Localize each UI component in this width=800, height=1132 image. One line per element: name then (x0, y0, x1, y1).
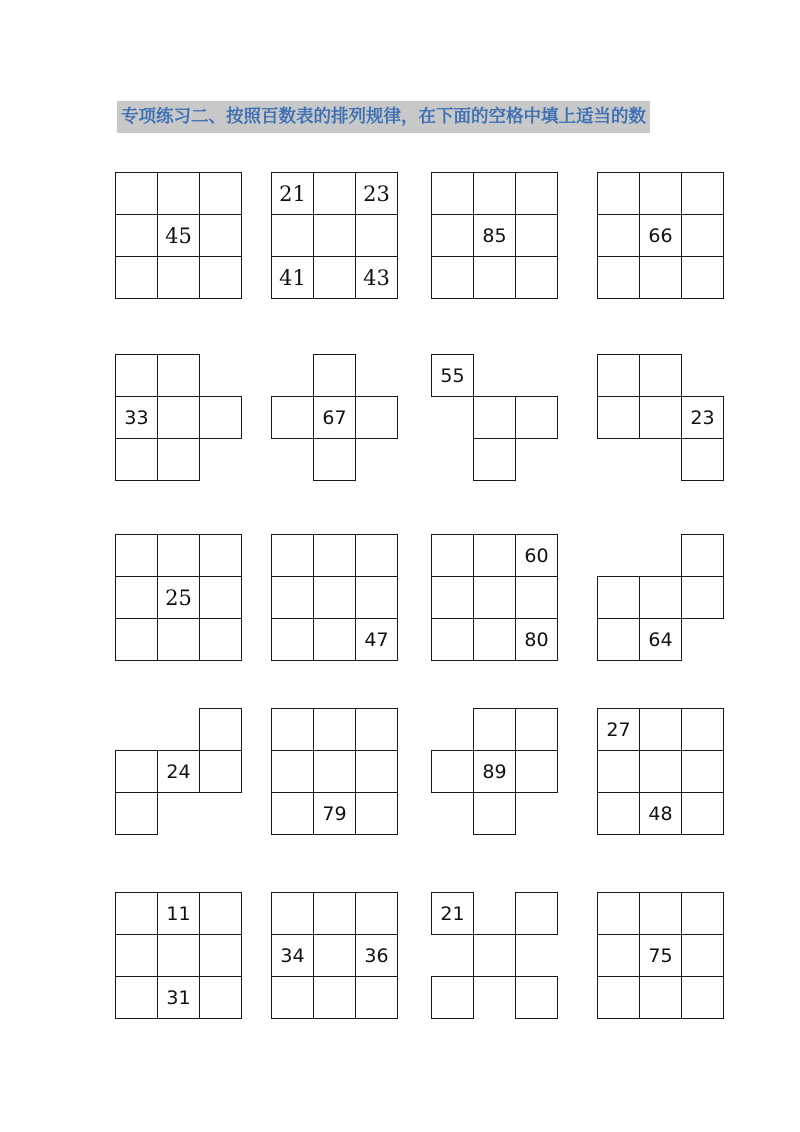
puzzle-10 (271, 534, 401, 664)
blank-answer-cell[interactable] (681, 438, 724, 481)
blank-answer-cell[interactable] (355, 214, 398, 257)
blank-answer-cell[interactable] (597, 618, 640, 661)
blank-answer-cell[interactable] (681, 576, 724, 619)
given-number-cell: 25 (157, 576, 200, 619)
blank-answer-cell[interactable] (597, 892, 640, 935)
blank-answer-cell[interactable] (199, 256, 242, 299)
blank-answer-cell[interactable] (313, 354, 356, 397)
puzzle-16 (597, 708, 727, 838)
blank-answer-cell[interactable] (271, 396, 314, 439)
blank-answer-cell[interactable] (515, 750, 558, 793)
blank-answer-cell[interactable] (681, 750, 724, 793)
puzzle-5 (115, 354, 245, 484)
blank-answer-cell[interactable] (115, 354, 158, 397)
blank-answer-cell[interactable] (473, 934, 516, 977)
puzzle-20 (597, 892, 727, 1022)
blank-answer-cell[interactable] (157, 172, 200, 215)
blank-answer-cell[interactable] (271, 750, 314, 793)
given-number-cell: 89 (473, 750, 516, 793)
given-number-cell: 11 (157, 892, 200, 935)
puzzle-13 (115, 708, 245, 838)
puzzle-12 (597, 534, 727, 664)
blank-answer-cell[interactable] (313, 750, 356, 793)
blank-answer-cell[interactable] (431, 256, 474, 299)
blank-answer-cell[interactable] (597, 576, 640, 619)
given-number-cell: 27 (597, 708, 640, 751)
blank-answer-cell[interactable] (115, 976, 158, 1019)
blank-answer-cell[interactable] (431, 214, 474, 257)
blank-answer-cell[interactable] (115, 618, 158, 661)
blank-answer-cell[interactable] (681, 934, 724, 977)
blank-answer-cell[interactable] (639, 976, 682, 1019)
blank-answer-cell[interactable] (515, 976, 558, 1019)
blank-answer-cell[interactable] (639, 256, 682, 299)
blank-answer-cell[interactable] (597, 172, 640, 215)
blank-answer-cell[interactable] (157, 618, 200, 661)
given-number-cell: 79 (313, 792, 356, 835)
blank-answer-cell[interactable] (639, 750, 682, 793)
blank-answer-cell[interactable] (199, 576, 242, 619)
blank-answer-cell[interactable] (115, 934, 158, 977)
blank-answer-cell[interactable] (473, 172, 516, 215)
blank-answer-cell[interactable] (199, 172, 242, 215)
blank-answer-cell[interactable] (597, 396, 640, 439)
blank-answer-cell[interactable] (271, 892, 314, 935)
blank-answer-cell[interactable] (597, 976, 640, 1019)
blank-answer-cell[interactable] (515, 256, 558, 299)
given-number-cell: 23 (355, 172, 398, 215)
blank-answer-cell[interactable] (681, 256, 724, 299)
puzzle-7 (431, 354, 561, 484)
blank-answer-cell[interactable] (271, 708, 314, 751)
puzzle-2 (271, 172, 401, 302)
given-number-cell: 64 (639, 618, 682, 661)
puzzle-6 (271, 354, 401, 484)
blank-answer-cell[interactable] (681, 534, 724, 577)
blank-answer-cell[interactable] (199, 750, 242, 793)
blank-answer-cell[interactable] (115, 214, 158, 257)
given-number-cell: 47 (355, 618, 398, 661)
blank-answer-cell[interactable] (639, 354, 682, 397)
given-number-cell: 55 (431, 354, 474, 397)
blank-answer-cell[interactable] (313, 438, 356, 481)
blank-answer-cell[interactable] (355, 396, 398, 439)
given-number-cell: 33 (115, 396, 158, 439)
puzzle-15 (431, 708, 561, 838)
blank-answer-cell[interactable] (313, 934, 356, 977)
puzzle-19 (431, 892, 561, 1022)
blank-answer-cell[interactable] (473, 396, 516, 439)
blank-answer-cell[interactable] (313, 172, 356, 215)
blank-answer-cell[interactable] (473, 256, 516, 299)
given-number-cell: 24 (157, 750, 200, 793)
blank-answer-cell[interactable] (681, 172, 724, 215)
blank-answer-cell[interactable] (355, 750, 398, 793)
given-number-cell: 45 (157, 214, 200, 257)
blank-answer-cell[interactable] (313, 256, 356, 299)
blank-answer-cell[interactable] (313, 618, 356, 661)
blank-answer-cell[interactable] (597, 214, 640, 257)
blank-answer-cell[interactable] (199, 396, 242, 439)
given-number-cell: 67 (313, 396, 356, 439)
puzzle-18 (271, 892, 401, 1022)
given-number-cell: 43 (355, 256, 398, 299)
given-number-cell: 75 (639, 934, 682, 977)
blank-answer-cell[interactable] (431, 534, 474, 577)
blank-answer-cell[interactable] (271, 792, 314, 835)
puzzle-9 (115, 534, 245, 664)
blank-answer-cell[interactable] (639, 576, 682, 619)
blank-answer-cell[interactable] (313, 214, 356, 257)
puzzle-14 (271, 708, 401, 838)
blank-answer-cell[interactable] (597, 354, 640, 397)
blank-answer-cell[interactable] (355, 576, 398, 619)
given-number-cell: 21 (431, 892, 474, 935)
blank-answer-cell[interactable] (115, 576, 158, 619)
blank-answer-cell[interactable] (199, 618, 242, 661)
blank-answer-cell[interactable] (199, 976, 242, 1019)
blank-answer-cell[interactable] (313, 892, 356, 935)
blank-answer-cell[interactable] (157, 934, 200, 977)
blank-answer-cell[interactable] (597, 934, 640, 977)
blank-answer-cell[interactable] (157, 354, 200, 397)
blank-answer-cell[interactable] (681, 214, 724, 257)
blank-answer-cell[interactable] (355, 976, 398, 1019)
puzzle-1 (115, 172, 245, 302)
puzzle-11 (431, 534, 561, 664)
blank-answer-cell[interactable] (473, 438, 516, 481)
blank-answer-cell[interactable] (115, 792, 158, 835)
blank-answer-cell[interactable] (515, 396, 558, 439)
blank-answer-cell[interactable] (313, 576, 356, 619)
blank-answer-cell[interactable] (515, 708, 558, 751)
blank-answer-cell[interactable] (431, 576, 474, 619)
blank-answer-cell[interactable] (681, 892, 724, 935)
blank-answer-cell[interactable] (313, 976, 356, 1019)
blank-answer-cell[interactable] (515, 214, 558, 257)
blank-answer-cell[interactable] (115, 750, 158, 793)
blank-answer-cell[interactable] (157, 438, 200, 481)
blank-answer-cell[interactable] (515, 172, 558, 215)
blank-answer-cell[interactable] (473, 534, 516, 577)
blank-answer-cell[interactable] (473, 576, 516, 619)
blank-answer-cell[interactable] (597, 792, 640, 835)
blank-answer-cell[interactable] (681, 792, 724, 835)
blank-answer-cell[interactable] (199, 534, 242, 577)
blank-answer-cell[interactable] (271, 976, 314, 1019)
given-number-cell: 60 (515, 534, 558, 577)
given-number-cell: 23 (681, 396, 724, 439)
blank-answer-cell[interactable] (431, 750, 474, 793)
given-number-cell: 85 (473, 214, 516, 257)
blank-answer-cell[interactable] (431, 618, 474, 661)
blank-answer-cell[interactable] (597, 750, 640, 793)
blank-answer-cell[interactable] (199, 214, 242, 257)
blank-answer-cell[interactable] (431, 976, 474, 1019)
blank-answer-cell[interactable] (681, 708, 724, 751)
blank-answer-cell[interactable] (515, 576, 558, 619)
blank-answer-cell[interactable] (199, 934, 242, 977)
given-number-cell: 36 (355, 934, 398, 977)
blank-answer-cell[interactable] (639, 396, 682, 439)
blank-answer-cell[interactable] (639, 172, 682, 215)
given-number-cell: 48 (639, 792, 682, 835)
blank-answer-cell[interactable] (157, 534, 200, 577)
blank-answer-cell[interactable] (115, 438, 158, 481)
blank-answer-cell[interactable] (355, 534, 398, 577)
blank-answer-cell[interactable] (115, 534, 158, 577)
puzzle-3 (431, 172, 561, 302)
blank-answer-cell[interactable] (271, 214, 314, 257)
blank-answer-cell[interactable] (271, 534, 314, 577)
blank-answer-cell[interactable] (597, 256, 640, 299)
puzzle-4 (597, 172, 727, 302)
given-number-cell: 34 (271, 934, 314, 977)
blank-answer-cell[interactable] (313, 708, 356, 751)
blank-answer-cell[interactable] (115, 892, 158, 935)
blank-answer-cell[interactable] (115, 172, 158, 215)
blank-answer-cell[interactable] (355, 892, 398, 935)
blank-answer-cell[interactable] (473, 708, 516, 751)
blank-answer-cell[interactable] (515, 892, 558, 935)
blank-answer-cell[interactable] (115, 256, 158, 299)
page-title: 专项练习二、按照百数表的排列规律，在下面的空格中填上适当的数 (117, 101, 650, 133)
blank-answer-cell[interactable] (355, 708, 398, 751)
puzzle-17 (115, 892, 245, 1022)
blank-answer-cell[interactable] (639, 892, 682, 935)
given-number-cell: 80 (515, 618, 558, 661)
blank-answer-cell[interactable] (473, 792, 516, 835)
given-number-cell: 21 (271, 172, 314, 215)
blank-answer-cell[interactable] (639, 708, 682, 751)
given-number-cell: 31 (157, 976, 200, 1019)
blank-answer-cell[interactable] (157, 396, 200, 439)
blank-answer-cell[interactable] (271, 618, 314, 661)
blank-answer-cell[interactable] (271, 576, 314, 619)
blank-answer-cell[interactable] (157, 256, 200, 299)
puzzle-8 (597, 354, 727, 484)
blank-answer-cell[interactable] (473, 618, 516, 661)
blank-answer-cell[interactable] (199, 708, 242, 751)
blank-answer-cell[interactable] (199, 892, 242, 935)
given-number-cell: 66 (639, 214, 682, 257)
blank-answer-cell[interactable] (355, 792, 398, 835)
blank-answer-cell[interactable] (431, 172, 474, 215)
given-number-cell: 41 (271, 256, 314, 299)
blank-answer-cell[interactable] (681, 976, 724, 1019)
blank-answer-cell[interactable] (313, 534, 356, 577)
